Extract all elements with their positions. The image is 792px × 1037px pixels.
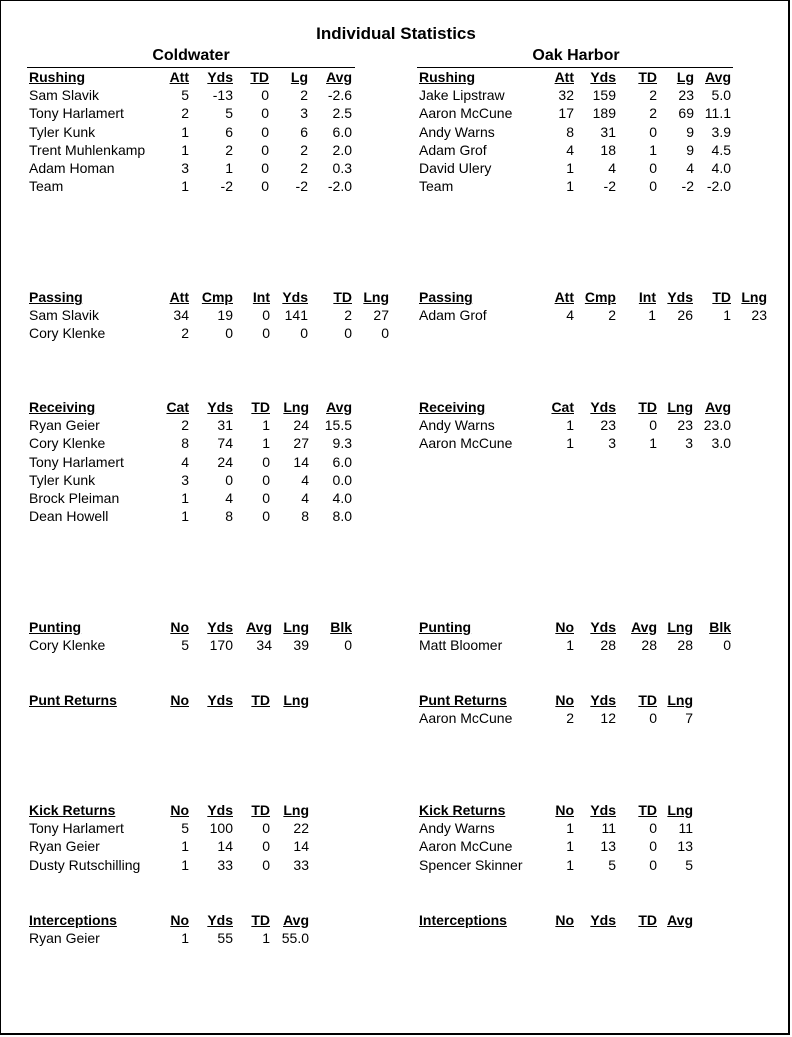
rushing-col-header-left: TD bbox=[250, 69, 269, 85]
interceptions-header-label-left: Interceptions bbox=[29, 912, 117, 928]
punt-returns-col-header-left: Yds bbox=[207, 692, 233, 708]
kick-returns-stat-cell-right: 5 bbox=[685, 856, 693, 873]
rushing-stat-cell-left: 3 bbox=[300, 105, 308, 122]
receiving-stat-cell-right: 3.0 bbox=[711, 435, 731, 452]
punting-stat-cell-left: 39 bbox=[293, 637, 309, 654]
rushing-stat-cell-right: 11.1 bbox=[704, 105, 731, 122]
punting-col-header-left: Yds bbox=[207, 619, 233, 635]
receiving-stat-cell-left: 4 bbox=[181, 453, 189, 470]
rushing-stat-cell-left: 2 bbox=[300, 160, 308, 176]
punting-stat-cell-right: 28 bbox=[677, 637, 693, 654]
interceptions-stat-cell-left: 1 bbox=[181, 930, 189, 947]
rushing-stat-cell-right: 0 bbox=[649, 178, 657, 195]
rushing-stat-cell-left: -13 bbox=[212, 87, 233, 104]
kick-returns-stat-cell-left: 1 bbox=[181, 838, 189, 855]
passing-col-header-left: Yds bbox=[282, 289, 308, 305]
interceptions-col-header-left: Avg bbox=[283, 912, 309, 928]
rushing-col-header-left: Att bbox=[169, 69, 189, 85]
passing-stat-cell-right: 4 bbox=[566, 307, 574, 324]
receiving-col-header-left: Lng bbox=[283, 399, 309, 415]
punt-returns-stat-cell-right: 2 bbox=[566, 710, 574, 727]
receiving-player-name-left: Ryan Geier bbox=[29, 417, 100, 434]
rushing-stat-cell-left: 0 bbox=[261, 105, 269, 122]
kick-returns-player-name-left: Dusty Rutschilling bbox=[29, 856, 141, 873]
rushing-stat-cell-right: 4.5 bbox=[711, 141, 731, 158]
interceptions-col-header-left: No bbox=[170, 912, 189, 928]
kick-returns-player-name-right: Aaron McCune bbox=[419, 838, 513, 855]
receiving-stat-cell-right: 23.0 bbox=[703, 417, 731, 434]
receiving-stat-cell-left: 6.0 bbox=[332, 453, 352, 470]
kick-returns-player-name-left: Ryan Geier bbox=[29, 838, 100, 855]
rushing-stat-cell-left: 6.0 bbox=[332, 123, 352, 140]
rushing-player-name-left: Trent Muhlenkamp bbox=[29, 141, 146, 158]
rushing-stat-cell-right: 9 bbox=[686, 141, 694, 158]
kick-returns-stat-cell-left: 1 bbox=[181, 856, 189, 873]
rushing-stat-cell-right: 4.0 bbox=[711, 160, 731, 176]
rushing-stat-cell-right: 23 bbox=[678, 87, 694, 104]
punting-col-header-right: Avg bbox=[631, 619, 657, 635]
kick-returns-player-name-right: Spencer Skinner bbox=[419, 856, 523, 873]
punting-stat-cell-right: 1 bbox=[566, 637, 574, 654]
passing-header-label-left: Passing bbox=[29, 289, 83, 305]
rushing-player-name-right: Andy Warns bbox=[419, 123, 495, 140]
rushing-stat-cell-left: 0 bbox=[261, 160, 269, 176]
rushing-col-header-left: Lg bbox=[290, 69, 308, 85]
rushing-stat-cell-left: 1 bbox=[225, 160, 233, 176]
interceptions-col-header-right: No bbox=[555, 912, 574, 928]
rushing-stat-cell-left: 3 bbox=[181, 160, 189, 176]
receiving-stat-cell-left: 0 bbox=[262, 471, 270, 488]
passing-stat-cell-left: 0 bbox=[381, 325, 389, 342]
receiving-stat-cell-left: 1 bbox=[181, 490, 189, 506]
rushing-col-header-left: Avg bbox=[326, 69, 352, 85]
kick-returns-stat-cell-left: 14 bbox=[217, 838, 233, 855]
receiving-stat-cell-left: 0 bbox=[262, 490, 270, 506]
punt-returns-stat-cell-right: 0 bbox=[649, 710, 657, 727]
receiving-stat-cell-left: 14 bbox=[293, 453, 309, 470]
kick-returns-stat-cell-left: 0 bbox=[262, 838, 270, 855]
receiving-player-name-left: Dean Howell bbox=[29, 508, 109, 525]
receiving-stat-cell-left: 8 bbox=[225, 508, 233, 525]
passing-stat-cell-right: 1 bbox=[648, 307, 656, 324]
kick-returns-col-header-right: Yds bbox=[590, 802, 616, 818]
rushing-stat-cell-left: 2 bbox=[300, 87, 308, 104]
passing-stat-cell-left: 141 bbox=[284, 307, 308, 324]
punt-returns-col-header-right: Lng bbox=[667, 692, 693, 708]
rushing-col-header-right: Avg bbox=[705, 69, 731, 85]
punting-stat-cell-left: 170 bbox=[209, 637, 233, 654]
receiving-stat-cell-right: 1 bbox=[566, 435, 574, 452]
rushing-stat-cell-right: 4 bbox=[608, 160, 616, 176]
receiving-player-name-left: Tony Harlamert bbox=[29, 453, 124, 470]
passing-col-header-left: TD bbox=[333, 289, 352, 305]
rushing-col-header-left: Yds bbox=[207, 69, 233, 85]
kick-returns-stat-cell-left: 14 bbox=[293, 838, 309, 855]
rushing-stat-cell-left: 2 bbox=[181, 105, 189, 122]
passing-col-header-left: Cmp bbox=[201, 289, 233, 305]
punting-header-label-left: Punting bbox=[29, 619, 82, 635]
receiving-player-name-left: Cory Klenke bbox=[29, 435, 106, 452]
rushing-stat-cell-left: 1 bbox=[181, 123, 189, 140]
kick-returns-stat-cell-left: 100 bbox=[209, 820, 233, 837]
interceptions-col-header-left: TD bbox=[251, 912, 270, 928]
rushing-player-name-right: Aaron McCune bbox=[419, 105, 513, 122]
interceptions-stat-cell-left: 1 bbox=[262, 930, 270, 947]
punting-col-header-left: Lng bbox=[283, 619, 309, 635]
punt-returns-header-label-left: Punt Returns bbox=[29, 692, 117, 708]
receiving-stat-cell-left: 0 bbox=[262, 508, 270, 525]
rushing-stat-cell-left: 0 bbox=[261, 123, 269, 140]
rushing-player-name-right: Jake Lipstraw bbox=[419, 87, 505, 104]
passing-stat-cell-right: 26 bbox=[677, 307, 693, 324]
passing-col-header-left: Att bbox=[169, 289, 189, 305]
punt-returns-player-name-right: Aaron McCune bbox=[419, 710, 513, 727]
receiving-stat-cell-left: 1 bbox=[262, 435, 270, 452]
rushing-stat-cell-left: 5 bbox=[225, 105, 233, 122]
receiving-col-header-right: Lng bbox=[667, 399, 693, 415]
kick-returns-col-header-right: Lng bbox=[667, 802, 693, 818]
kick-returns-stat-cell-right: 1 bbox=[566, 820, 574, 837]
punting-col-header-right: No bbox=[555, 619, 574, 635]
rushing-stat-cell-left: -2 bbox=[295, 178, 308, 195]
receiving-stat-cell-right: 0 bbox=[649, 417, 657, 434]
passing-player-name-left: Sam Slavik bbox=[29, 307, 100, 324]
rushing-stat-cell-right: 1 bbox=[566, 178, 574, 195]
kick-returns-stat-cell-right: 13 bbox=[600, 838, 616, 855]
kick-returns-col-header-left: TD bbox=[251, 802, 270, 818]
punting-stat-cell-right: 28 bbox=[641, 637, 657, 654]
receiving-stat-cell-left: 1 bbox=[262, 417, 270, 434]
interceptions-player-name-left: Ryan Geier bbox=[29, 930, 100, 947]
kick-returns-stat-cell-right: 1 bbox=[566, 838, 574, 855]
passing-stat-cell-left: 19 bbox=[217, 307, 233, 324]
rushing-stat-cell-right: 1 bbox=[566, 160, 574, 176]
receiving-player-name-right: Aaron McCune bbox=[419, 435, 513, 452]
kick-returns-stat-cell-right: 1 bbox=[566, 856, 574, 873]
rushing-stat-cell-right: 5.0 bbox=[711, 87, 731, 104]
receiving-stat-cell-left: 4 bbox=[301, 471, 309, 488]
rushing-col-header-right: Att bbox=[554, 69, 574, 85]
receiving-stat-cell-left: 4 bbox=[225, 490, 233, 506]
rushing-stat-cell-left: -2.6 bbox=[327, 87, 352, 104]
receiving-stat-cell-left: 1 bbox=[181, 508, 189, 525]
passing-col-header-right: Att bbox=[554, 289, 574, 305]
rushing-stat-cell-right: -2 bbox=[681, 178, 694, 195]
passing-stat-cell-left: 2 bbox=[344, 307, 352, 324]
passing-stat-cell-left: 0 bbox=[225, 325, 233, 342]
rushing-player-name-right: David Ulery bbox=[419, 160, 492, 176]
punting-header-label-right: Punting bbox=[419, 619, 472, 635]
rushing-stat-cell-right: 32 bbox=[558, 87, 574, 104]
punt-returns-stat-cell-right: 12 bbox=[600, 710, 616, 727]
passing-col-header-right: TD bbox=[712, 289, 731, 305]
rushing-header-label-left: Rushing bbox=[29, 69, 85, 85]
rushing-stat-cell-right: 2 bbox=[649, 87, 657, 104]
interceptions-col-header-right: Avg bbox=[667, 912, 693, 928]
passing-col-header-right: Cmp bbox=[584, 289, 616, 305]
rushing-player-name-right: Adam Grof bbox=[419, 141, 487, 158]
kick-returns-header-label-right: Kick Returns bbox=[419, 802, 506, 818]
punt-returns-col-header-right: No bbox=[555, 692, 574, 708]
team-name-left: Coldwater bbox=[152, 47, 230, 64]
rushing-stat-cell-left: 2 bbox=[225, 141, 233, 158]
passing-stat-cell-left: 0 bbox=[300, 325, 308, 342]
punting-stat-cell-right: 0 bbox=[723, 637, 731, 654]
interceptions-stat-cell-left: 55 bbox=[217, 930, 233, 947]
rushing-col-header-right: Lg bbox=[676, 69, 694, 85]
rushing-player-name-left: Adam Homan bbox=[29, 160, 115, 176]
rushing-header-label-right: Rushing bbox=[419, 69, 475, 85]
kick-returns-stat-cell-right: 11 bbox=[678, 820, 693, 837]
rushing-stat-cell-right: 8 bbox=[566, 123, 574, 140]
punting-player-name-right: Matt Bloomer bbox=[419, 637, 503, 654]
passing-col-header-left: Lng bbox=[363, 289, 389, 305]
receiving-stat-cell-right: 1 bbox=[566, 417, 574, 434]
receiving-stat-cell-right: 23 bbox=[677, 417, 693, 434]
receiving-col-header-left: Cat bbox=[166, 399, 189, 415]
interceptions-header-label-right: Interceptions bbox=[419, 912, 507, 928]
punting-col-header-right: Yds bbox=[590, 619, 616, 635]
receiving-stat-cell-left: 4 bbox=[301, 490, 309, 506]
rushing-stat-cell-right: 31 bbox=[600, 123, 616, 140]
receiving-stat-cell-right: 3 bbox=[685, 435, 693, 452]
team-name-right: Oak Harbor bbox=[532, 47, 620, 64]
rushing-player-name-right: Team bbox=[419, 178, 454, 195]
receiving-stat-cell-left: 9.3 bbox=[332, 435, 352, 452]
receiving-stat-cell-right: 23 bbox=[600, 417, 616, 434]
receiving-header-label-right: Receiving bbox=[419, 399, 486, 415]
rushing-player-name-left: Tyler Kunk bbox=[29, 123, 96, 140]
rushing-player-name-left: Sam Slavik bbox=[29, 87, 100, 104]
receiving-stat-cell-left: 2 bbox=[181, 417, 189, 434]
passing-stat-cell-left: 27 bbox=[373, 307, 389, 324]
interceptions-stat-cell-left: 55.0 bbox=[281, 930, 309, 947]
rushing-stat-cell-right: 4 bbox=[686, 160, 694, 176]
receiving-stat-cell-left: 4.0 bbox=[332, 490, 352, 506]
punt-returns-col-header-left: TD bbox=[251, 692, 270, 708]
receiving-stat-cell-left: 8.0 bbox=[332, 508, 352, 525]
punting-col-header-right: Blk bbox=[709, 619, 731, 635]
receiving-col-header-right: Avg bbox=[705, 399, 731, 415]
rushing-stat-cell-right: 69 bbox=[678, 105, 694, 122]
rushing-stat-cell-left: 5 bbox=[181, 87, 189, 104]
rushing-stat-cell-right: 9 bbox=[686, 123, 694, 140]
kick-returns-stat-cell-left: 5 bbox=[181, 820, 189, 837]
rushing-stat-cell-left: 0 bbox=[261, 178, 269, 195]
rushing-player-name-left: Tony Harlamert bbox=[29, 105, 124, 122]
punting-player-name-left: Cory Klenke bbox=[29, 637, 106, 654]
passing-col-header-right: Lng bbox=[741, 289, 767, 305]
page-title: Individual Statistics bbox=[316, 24, 476, 43]
receiving-player-name-left: Tyler Kunk bbox=[29, 471, 96, 488]
receiving-col-header-right: Cat bbox=[551, 399, 574, 415]
receiving-stat-cell-left: 8 bbox=[301, 508, 309, 525]
receiving-stat-cell-left: 74 bbox=[217, 435, 233, 452]
rushing-stat-cell-right: -2.0 bbox=[706, 178, 731, 195]
punting-col-header-left: Blk bbox=[330, 619, 352, 635]
receiving-stat-cell-left: 24 bbox=[293, 417, 309, 434]
rushing-col-header-right: Yds bbox=[590, 69, 616, 85]
punting-stat-cell-right: 28 bbox=[600, 637, 616, 654]
passing-stat-cell-left: 0 bbox=[262, 325, 270, 342]
kick-returns-col-header-right: TD bbox=[638, 802, 657, 818]
passing-stat-cell-right: 2 bbox=[608, 307, 616, 324]
kick-returns-header-label-left: Kick Returns bbox=[29, 802, 116, 818]
passing-player-name-left: Cory Klenke bbox=[29, 325, 106, 342]
passing-stat-cell-left: 0 bbox=[344, 325, 352, 342]
rushing-stat-cell-right: 4 bbox=[566, 141, 574, 158]
kick-returns-stat-cell-left: 33 bbox=[293, 856, 309, 873]
passing-stat-cell-left: 2 bbox=[181, 325, 189, 342]
receiving-col-header-left: Avg bbox=[326, 399, 352, 415]
rushing-stat-cell-left: -2 bbox=[220, 178, 233, 195]
punt-returns-header-label-right: Punt Returns bbox=[419, 692, 507, 708]
rushing-stat-cell-left: 0 bbox=[261, 87, 269, 104]
receiving-stat-cell-left: 31 bbox=[217, 417, 233, 434]
punt-returns-col-header-left: No bbox=[170, 692, 189, 708]
kick-returns-stat-cell-right: 13 bbox=[677, 838, 693, 855]
kick-returns-col-header-right: No bbox=[555, 802, 574, 818]
rushing-stat-cell-right: 0 bbox=[649, 160, 657, 176]
rushing-stat-cell-right: 17 bbox=[558, 105, 574, 122]
kick-returns-player-name-right: Andy Warns bbox=[419, 820, 495, 837]
punting-col-header-right: Lng bbox=[667, 619, 693, 635]
receiving-stat-cell-left: 15.5 bbox=[324, 417, 352, 434]
punting-stat-cell-left: 34 bbox=[256, 637, 272, 654]
rushing-stat-cell-right: 0 bbox=[649, 123, 657, 140]
kick-returns-col-header-left: No bbox=[170, 802, 189, 818]
interceptions-col-header-right: Yds bbox=[590, 912, 616, 928]
rushing-stat-cell-right: 18 bbox=[600, 141, 616, 158]
receiving-player-name-right: Andy Warns bbox=[419, 417, 495, 434]
receiving-stat-cell-left: 24 bbox=[217, 453, 233, 470]
passing-col-header-left: Int bbox=[252, 289, 270, 305]
punting-col-header-left: No bbox=[170, 619, 189, 635]
rushing-stat-cell-right: 3.9 bbox=[711, 123, 731, 140]
kick-returns-col-header-left: Lng bbox=[283, 802, 309, 818]
passing-stat-cell-left: 0 bbox=[262, 307, 270, 324]
rushing-stat-cell-left: 0.3 bbox=[332, 160, 352, 176]
receiving-header-label-left: Receiving bbox=[29, 399, 96, 415]
receiving-stat-cell-left: 3 bbox=[181, 471, 189, 488]
receiving-stat-cell-left: 0 bbox=[262, 453, 270, 470]
punt-returns-col-header-right: TD bbox=[638, 692, 657, 708]
kick-returns-stat-cell-right: 0 bbox=[649, 820, 657, 837]
rushing-stat-cell-left: -2.0 bbox=[327, 178, 352, 195]
kick-returns-player-name-left: Tony Harlamert bbox=[29, 820, 124, 837]
punt-returns-stat-cell-right: 7 bbox=[685, 710, 693, 727]
punt-returns-col-header-right: Yds bbox=[590, 692, 616, 708]
punting-stat-cell-left: 5 bbox=[181, 637, 189, 654]
rushing-col-header-right: TD bbox=[638, 69, 657, 85]
receiving-stat-cell-left: 0.0 bbox=[332, 471, 352, 488]
kick-returns-stat-cell-right: 0 bbox=[649, 838, 657, 855]
kick-returns-stat-cell-left: 33 bbox=[217, 856, 233, 873]
kick-returns-stat-cell-right: 5 bbox=[608, 856, 616, 873]
punting-col-header-left: Avg bbox=[246, 619, 272, 635]
kick-returns-stat-cell-left: 0 bbox=[262, 820, 270, 837]
rushing-stat-cell-right: 2 bbox=[649, 105, 657, 122]
rushing-stat-cell-left: 0 bbox=[261, 141, 269, 158]
receiving-stat-cell-right: 3 bbox=[608, 435, 616, 452]
kick-returns-stat-cell-left: 22 bbox=[293, 820, 309, 837]
rushing-stat-cell-left: 2 bbox=[300, 141, 308, 158]
rushing-stat-cell-left: 6 bbox=[225, 123, 233, 140]
rushing-stat-cell-left: 2.5 bbox=[332, 105, 352, 122]
punting-stat-cell-left: 0 bbox=[344, 637, 352, 654]
receiving-stat-cell-left: 8 bbox=[181, 435, 189, 452]
kick-returns-stat-cell-right: 11 bbox=[601, 820, 616, 837]
rushing-stat-cell-right: 189 bbox=[592, 105, 616, 122]
rushing-stat-cell-left: 1 bbox=[181, 141, 189, 158]
rushing-stat-cell-left: 6 bbox=[300, 123, 308, 140]
punt-returns-col-header-left: Lng bbox=[283, 692, 309, 708]
passing-player-name-right: Adam Grof bbox=[419, 307, 487, 324]
rushing-stat-cell-right: 159 bbox=[592, 87, 616, 104]
passing-col-header-right: Int bbox=[638, 289, 656, 305]
passing-header-label-right: Passing bbox=[419, 289, 473, 305]
receiving-stat-cell-left: 27 bbox=[293, 435, 309, 452]
receiving-col-header-right: Yds bbox=[590, 399, 616, 415]
interceptions-col-header-left: Yds bbox=[207, 912, 233, 928]
rushing-stat-cell-left: 1 bbox=[181, 178, 189, 195]
receiving-stat-cell-right: 1 bbox=[649, 435, 657, 452]
receiving-stat-cell-left: 0 bbox=[225, 471, 233, 488]
interceptions-col-header-right: TD bbox=[638, 912, 657, 928]
rushing-player-name-left: Team bbox=[29, 178, 64, 195]
passing-stat-cell-left: 34 bbox=[173, 307, 189, 324]
receiving-col-header-left: TD bbox=[251, 399, 270, 415]
kick-returns-col-header-left: Yds bbox=[207, 802, 233, 818]
rushing-stat-cell-right: 1 bbox=[649, 141, 657, 158]
rushing-stat-cell-right: -2 bbox=[603, 178, 616, 195]
passing-col-header-right: Yds bbox=[667, 289, 693, 305]
kick-returns-stat-cell-left: 0 bbox=[262, 856, 270, 873]
receiving-col-header-left: Yds bbox=[207, 399, 233, 415]
passing-stat-cell-right: 23 bbox=[751, 307, 767, 324]
kick-returns-stat-cell-right: 0 bbox=[649, 856, 657, 873]
rushing-stat-cell-left: 2.0 bbox=[332, 141, 352, 158]
receiving-player-name-left: Brock Pleiman bbox=[29, 490, 120, 506]
passing-stat-cell-right: 1 bbox=[723, 307, 731, 324]
receiving-col-header-right: TD bbox=[638, 399, 657, 415]
